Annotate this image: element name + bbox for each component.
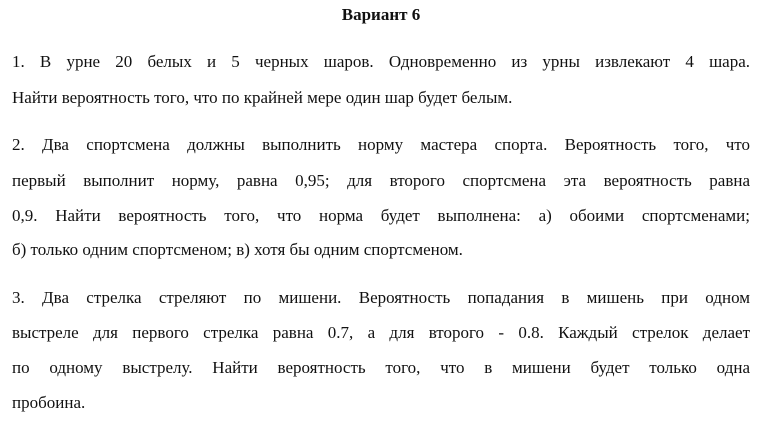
problem-2-line-2: первый выполнит норму, равна 0,95; для второго спортсмена эта вероятность равна xyxy=(12,171,750,190)
problem-3-line-1: 3. Два стрелка стреляют по мишени. Вероятность попадания в мишень при одном xyxy=(12,288,750,307)
problem-2-line-1: 2. Два спортсмена должны выполнить норму мастера спорта. Вероятность того, что xyxy=(12,135,750,154)
problem-3-line-2: выстреле для первого стрелка равна 0.7, а для второго - 0.8. Каждый стрелок делает xyxy=(12,323,750,342)
problem-3-line-3: по одному выстрелу. Найти вероятность того, что в мишени будет только одна xyxy=(12,358,750,377)
problem-1-line-2: Найти вероятность того, что по крайней мере один шар будет белым. xyxy=(12,88,513,107)
problem-3-line-4: пробоина. xyxy=(12,393,86,412)
problem-2-line-3: 0,9. Найти вероятность того, что норма будет выполнена: а) обоими спортсменами; xyxy=(12,206,750,225)
problem-1-line-1: 1. В урне 20 белых и 5 черных шаров. Одновременно из урны извлекают 4 шара. xyxy=(12,52,750,71)
document-title: Вариант 6 xyxy=(341,5,421,24)
problem-2-line-4: б) только одним спортсменом; в) хотя бы одним спортсменом. xyxy=(12,240,463,259)
